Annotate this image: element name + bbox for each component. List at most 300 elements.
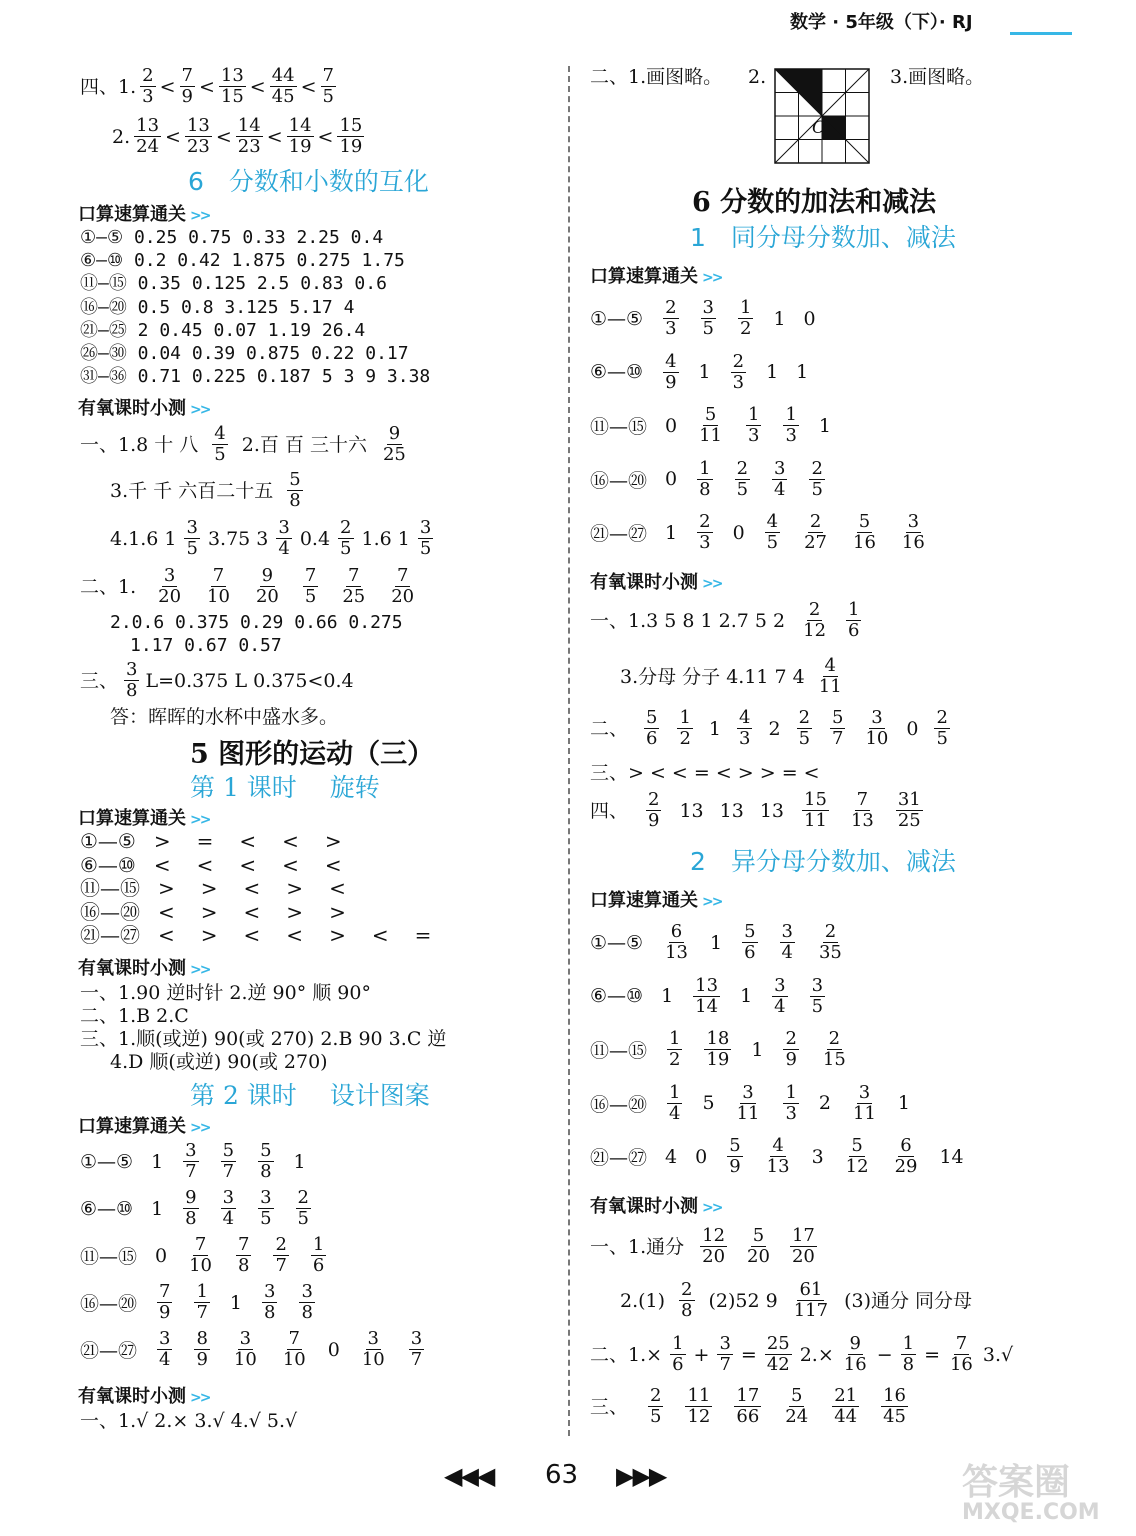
page-number: 63 [545,1460,579,1490]
fraction [693,976,720,1017]
numerator: 3 [163,565,176,586]
fraction [817,656,844,697]
numerator: 7 [396,565,409,586]
fraction [221,1141,236,1182]
fraction [685,1386,712,1427]
denominator: 27 [804,532,828,554]
denominator: 20 [158,586,182,607]
denominator: 25 [342,586,366,607]
value: 1 [740,985,753,1008]
answer-row: ㉛—㊱ 0.71 0.225 0.187 5 3 9 3.38 [80,366,431,388]
fraction [187,1235,214,1276]
fraction [418,518,433,559]
fraction [236,116,263,157]
denominator: 5 [650,1406,662,1427]
numerator: 2 [936,707,948,728]
fraction [258,1141,273,1182]
label: ㉑—㉗ [80,1340,138,1362]
value: 1 [766,361,779,384]
answer: (2)52 9 [708,1289,778,1312]
numerator: 9 [261,565,274,586]
numerator: 3 [702,297,714,319]
kousuan-header-4: 口算速算通关 >> [590,266,722,287]
compare-sign: = [196,829,214,853]
value: 0 [327,1338,340,1361]
numerator: 21 [834,1385,858,1406]
numerator: 5 [791,1385,803,1406]
value: 1 [151,1197,164,1220]
y2-line [590,708,952,749]
lesson-1-title: 第 1 课时 旋转 [190,773,380,802]
denominator: 10 [233,1349,257,1370]
compare-sign: > [286,876,304,900]
numerator: 2 [681,1279,693,1300]
answer: 一、1.通分 [590,1235,685,1258]
denominator: 4 [669,1102,681,1124]
fraction [830,708,845,749]
answer-row [80,877,431,901]
numerator: 2 [650,1385,662,1406]
denominator: 23 [237,136,261,157]
fraction [745,1226,772,1267]
y3-line: 三、> < < = < > > = < [590,762,820,784]
fraction [738,298,753,339]
fraction [311,1235,326,1276]
denominator: 24 [785,1406,809,1427]
fraction [790,1226,817,1267]
value: 0 [695,1145,708,1168]
z4-line [590,1386,910,1427]
fraction [670,1334,685,1375]
answer: L=0.375 L 0.375<0.4 [145,669,354,692]
numerator: 7 [212,565,225,586]
answer-row: ⑥—⑩ 0.2 0.42 1.875 0.275 1.75 [80,250,405,272]
denominator: 25 [382,444,406,465]
numerator: 2 [142,65,154,86]
fraction [863,708,890,749]
denominator: 4 [774,995,786,1017]
fraction [299,1282,314,1323]
fraction [851,512,878,553]
numerator: 3 [781,921,793,943]
yangyang-header-5: 有氧课时小测 >> [590,1196,722,1217]
column-divider [568,66,570,1436]
q1-line-c [110,470,305,511]
label: ㉑—㉗ [590,523,648,546]
numerator: 3 [419,517,432,538]
grid-origin-label: O [812,118,826,138]
answer: 3.√ [982,1343,1014,1366]
numerator: 3 [239,1328,252,1349]
numerator: 2 [824,921,837,943]
fraction [746,405,761,446]
less-than: < [159,75,176,98]
answer: 2.百 百 三十六 [241,433,367,456]
answer: 3.75 3 [207,527,269,550]
label: ⑯—⑳ [80,899,140,924]
q2-line-b: 2.0.6 0.375 0.29 0.66 0.275 [110,612,403,633]
fraction [809,459,824,500]
design-answers [80,1138,426,1373]
denominator: 66 [736,1406,760,1427]
fraction [797,708,812,749]
denominator: 9 [648,810,660,831]
fraction [844,1136,871,1177]
label: ⑥—⑩ [590,985,644,1008]
numerator: 3 [159,1328,171,1349]
fraction [219,66,246,107]
label: 四、1. [80,75,137,98]
q1-line-d [110,518,435,559]
fraction [742,922,757,963]
fraction [321,66,336,107]
numerator: 2 [648,789,660,810]
fraction [221,1188,236,1229]
label: ⑯—⑳ [590,1093,648,1116]
numerator: 3 [278,517,290,538]
denominator: 11 [804,810,827,831]
right-top-c: 3.画图略。 [890,66,985,88]
rot-line-1: 一、1.90 逆时针 2.逆 90° 顺 90° [80,982,371,1004]
yangyang-header-3: 有氧课时小测 >> [78,1386,210,1407]
left-q4-line2 [112,116,366,157]
denominator: 8 [902,1354,915,1375]
z1-line [590,1226,819,1267]
denominator: 11 [853,1102,876,1124]
numerator: 17 [736,1385,760,1406]
section-title-6-2: 2 异分母分数加、减法 [690,847,956,876]
denominator: 20 [391,586,415,607]
label: ⑥—⑩ [590,361,644,384]
fraction [303,566,318,607]
denominator: 3 [739,728,751,749]
q3-line [80,660,354,701]
fraction [792,1280,830,1321]
value: 5 [702,1092,715,1115]
denominator: 8 [681,1300,693,1321]
denominator: 6 [848,620,860,641]
denominator: 15 [822,1049,846,1071]
denominator: 24 [136,136,160,157]
fraction [737,708,752,749]
value: 1 [293,1150,306,1173]
numerator: 2 [809,511,822,533]
yangyang-header-4: 有氧课时小测 >> [590,572,722,593]
numerator: 4 [665,350,677,372]
answer-row [590,1130,964,1184]
numerator: 4 [766,511,779,533]
numerator: 5 [832,707,844,728]
numerator: 7 [181,65,193,86]
numerator: 5 [646,707,658,728]
numerator: 8 [196,1328,208,1349]
numerator: 3 [774,974,786,996]
fraction [765,1334,792,1375]
compare-sign: < [243,876,261,900]
fraction [232,1329,259,1370]
numerator: 4 [739,707,751,728]
value: 0 [665,414,678,437]
fraction [677,708,692,749]
fraction [697,459,712,500]
numerator: 3 [185,1140,197,1161]
numerator: 2 [736,457,749,479]
numerator: 3 [858,1081,871,1103]
denominator: 5 [766,532,779,554]
value: 0 [155,1244,168,1267]
denominator: 9 [729,1156,741,1178]
numerator: 9 [849,1333,861,1354]
numerator: 5 [744,921,756,943]
numerator: 3 [367,1328,379,1349]
answer: 二、1.× [590,1343,663,1366]
denominator: 8 [238,1255,250,1276]
fraction [389,566,416,607]
numerator: 15 [804,789,827,810]
denominator: 7 [410,1349,423,1370]
value: 1 [661,985,674,1008]
fraction [157,1282,172,1323]
fraction [679,1280,694,1321]
fraction [287,116,314,157]
denominator: 10 [865,728,889,749]
value: 1 [818,414,832,437]
answer-row [80,901,431,925]
fraction [948,1334,975,1375]
numerator: 7 [322,65,334,86]
answer-row [80,1138,426,1185]
denominator: 11 [818,676,842,697]
numerator: 2 [665,297,677,319]
fraction [821,1029,848,1070]
left-q4-line1 [80,66,338,107]
numerator: 7 [304,565,317,586]
value: = [924,1343,940,1366]
denominator: 13 [766,1156,790,1178]
answer: 4.1.6 1 [110,527,177,550]
compare-sign: > [329,899,346,924]
kousuan-header-3: 口算速算通关 >> [78,1116,210,1137]
numerator: 17 [791,1225,815,1246]
prev-page-arrows[interactable]: ◀◀◀ [444,1462,494,1490]
section-title-6-1: 1 同分母分数加、减法 [690,223,956,252]
answer: 1.6 1 [361,527,410,550]
compare-sign: = [414,923,432,947]
denominator: 16 [853,532,876,554]
denominator: 10 [282,1349,306,1370]
compare-sign: > [153,829,171,853]
numerator: 7 [159,1281,171,1302]
rot-line-4: 4.D 顺(或逆) 90(或 270) [110,1051,328,1073]
value: = [740,1343,757,1366]
value: 13 [719,799,744,822]
fraction [667,1029,682,1070]
compare-sign: > [200,923,218,947]
denominator: 5 [186,538,198,559]
answer-row [590,970,964,1024]
yangyang-header-1: 有氧课时小测 >> [78,398,210,419]
value: 13 [759,799,785,822]
fraction [783,1386,810,1427]
numerator: 3 [871,707,883,728]
kousuan-header-2: 口算速算通关 >> [78,808,210,829]
compare-sign: > [286,899,304,924]
numerator: 2 [699,511,711,533]
fraction [644,708,659,749]
numerator: 5 [729,1135,741,1157]
fraction [262,1282,277,1323]
fraction [667,1083,682,1124]
fraction [236,1235,251,1276]
numerator: 3 [260,1187,272,1208]
denominator: 16 [949,1354,973,1375]
denominator: 45 [271,86,295,107]
numerator: 6 [670,921,683,943]
answer-row [590,453,929,507]
label: ①—⑤ [80,829,136,853]
label: 二、 [590,717,629,740]
denominator: 13 [850,810,874,831]
compare-sign: < [243,899,261,924]
denominator: 10 [207,586,230,607]
answer-row [590,916,964,970]
numerator: 5 [289,469,301,490]
compare-answers [80,830,431,948]
value: 1 [773,307,786,330]
fraction [780,922,795,963]
fraction [801,600,828,641]
compare-sign: < [282,852,299,877]
numerator: 2 [275,1234,287,1255]
compare-sign: < [282,829,299,853]
denominator: 13 [665,942,688,964]
fraction [934,708,949,749]
numerator: 31 [897,789,921,810]
denominator: 5 [214,444,226,465]
numerator: 1 [785,1081,797,1103]
denominator: 6 [672,1354,684,1375]
next-page-arrows[interactable]: ▶▶▶ [616,1462,666,1490]
fraction [156,566,183,607]
answer-row [590,1023,964,1077]
denominator: 42 [766,1354,790,1375]
less-than: < [198,75,215,98]
denominator: 11 [736,1102,760,1124]
denominator: 35 [818,942,842,964]
numerator: 2 [785,1028,797,1050]
denominator: 6 [646,728,658,749]
numerator: 7 [288,1328,300,1349]
fraction [194,1329,209,1370]
denominator: 3 [785,425,797,447]
fraction [802,790,829,831]
denominator: 7 [185,1161,197,1182]
numerator: 13 [220,65,244,86]
numerator: 1 [902,1333,915,1354]
denominator: 4 [278,538,290,559]
tf-answers: 一、1.√ 2.× 3.√ 4.√ 5.√ [80,1410,298,1432]
right-top-a: 二、1.画图略。 [590,66,723,88]
fraction [701,298,716,339]
label: ⑪—⑮ [590,1040,648,1063]
numerator: 3 [186,517,198,538]
compare-sign: < [196,852,214,877]
numerator: 7 [348,565,360,586]
fraction [731,352,746,393]
denominator: 8 [260,1161,272,1182]
fraction [409,1329,424,1370]
fraction [296,1188,311,1229]
fraction [212,424,227,465]
numerator: 9 [388,423,401,444]
fraction [648,1386,663,1427]
label: ①—⑤ [590,307,644,330]
compare-sign: > [158,876,175,900]
fraction [183,1188,198,1229]
q2-line-c: 1.17 0.67 0.57 [130,635,282,656]
denominator: 7 [275,1255,287,1276]
less-than: < [266,125,283,148]
fraction [849,790,876,831]
fraction [258,1188,273,1229]
answer-row: ⑯—⑳ 0.5 0.8 3.125 5.17 4 [80,296,355,318]
answer: (3)通分 同分母 [844,1289,973,1312]
answer-row [80,924,431,948]
fraction [381,424,408,465]
denominator: 3 [142,86,154,107]
value: 1 [796,361,809,384]
numerator: 1 [739,297,752,319]
denominator: 16 [843,1354,867,1375]
fraction [697,405,724,446]
denominator: 5 [811,478,823,500]
answer-row [590,292,929,346]
label: 三、 [590,1395,629,1418]
answer-row [80,854,431,878]
fraction [287,470,302,511]
denominator: 2 [679,728,691,749]
denominator: 9 [785,1049,797,1071]
numerator: 3 [264,1281,276,1302]
denominator: 8 [126,680,138,701]
numerator: 1 [748,404,760,426]
fraction [901,1334,916,1375]
fraction [851,1083,878,1124]
denominator: 3 [785,1102,797,1124]
numerator: 7 [238,1234,250,1255]
numerator: 3 [301,1281,313,1302]
fraction [846,600,861,641]
compare-sign: < [286,923,304,947]
numerator: 7 [955,1333,968,1354]
answer: 一、1.3 5 8 1 2.7 5 2 [590,609,786,632]
denominator: 9 [181,86,193,107]
compare-sign: < [158,899,175,924]
y1-line-b [620,656,846,697]
numerator: 7 [194,1234,207,1255]
diff-denominator-answers [590,916,964,1184]
numerator: 1 [672,1333,684,1354]
fraction [727,1136,742,1177]
denominator: 19 [706,1049,730,1071]
value: 4 [665,1145,678,1168]
section-title-6: 6 分数和小数的互化 [188,167,429,196]
answer-row [80,1232,426,1279]
compare-sign: > [200,899,218,924]
denominator: 6 [744,942,756,964]
denominator: 8 [699,478,711,500]
denominator: 20 [255,586,279,607]
